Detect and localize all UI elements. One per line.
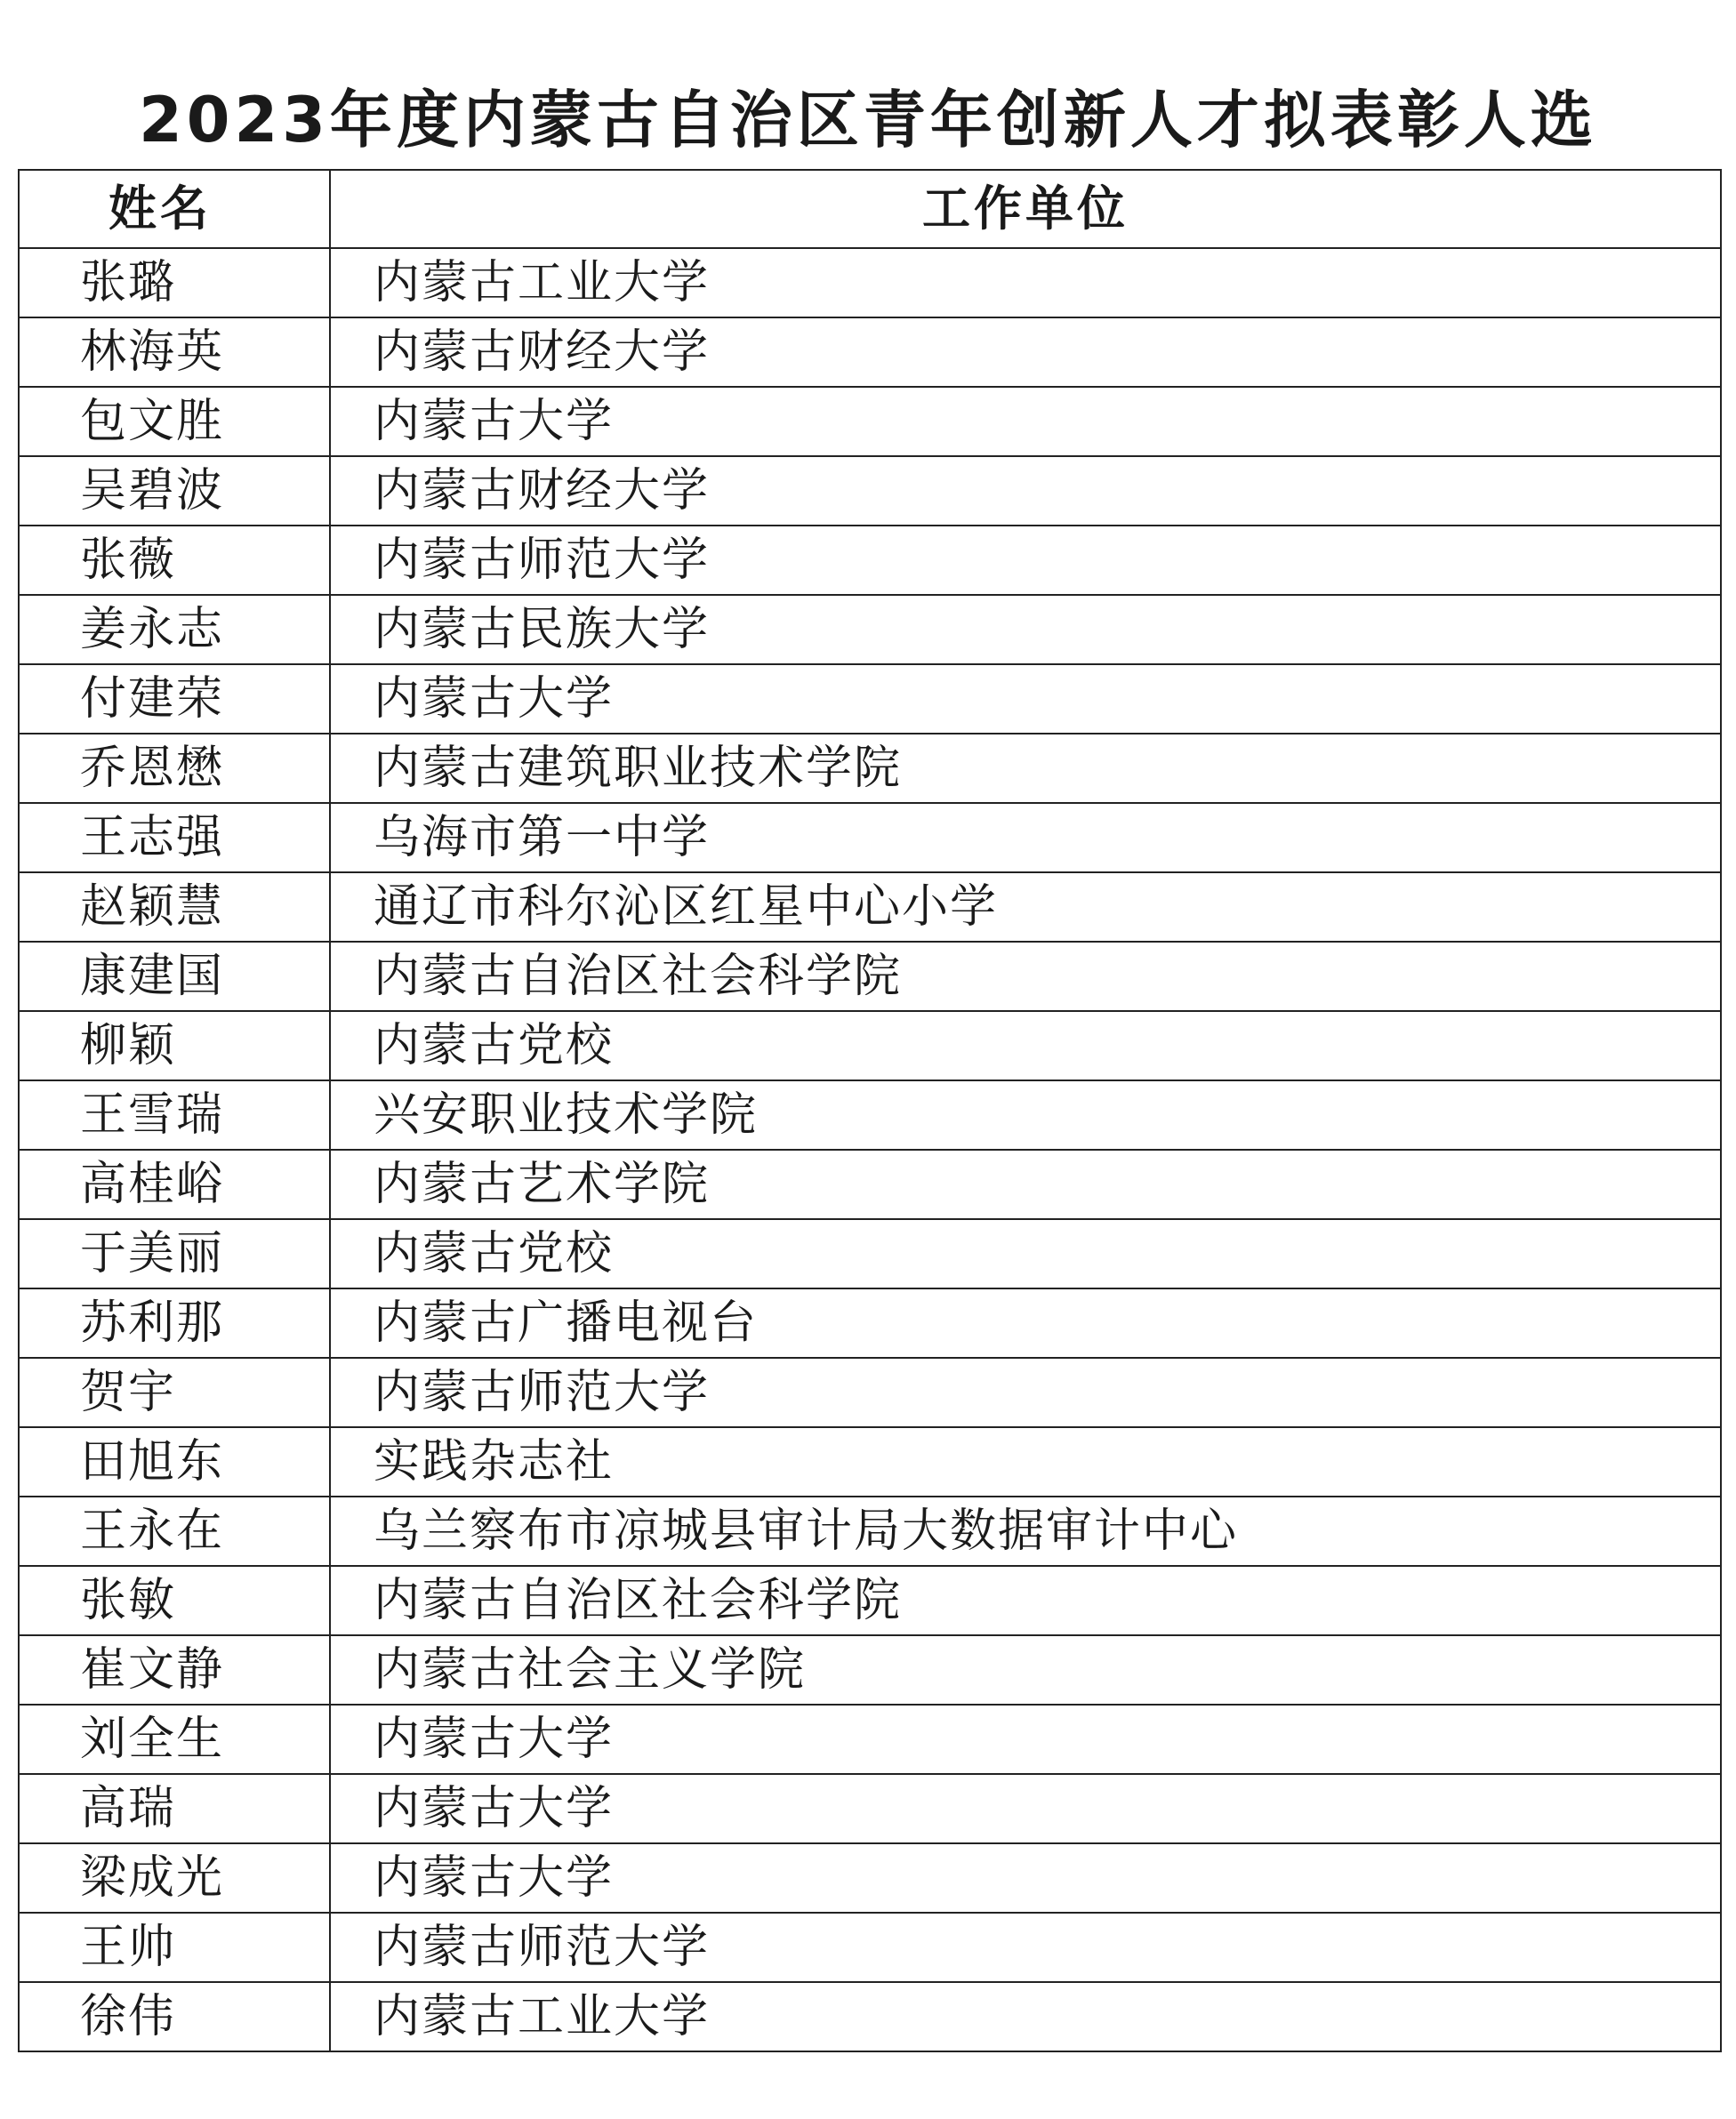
table-row: [19, 317, 1721, 387]
candidate-name: 高桂峪: [19, 1150, 330, 1219]
table-row: [19, 456, 1721, 526]
candidate-name: 苏利那: [19, 1288, 330, 1358]
candidate-unit: 内蒙古师范大学: [330, 1358, 1721, 1427]
candidate-unit: 通辽市科尔沁区红星中心小学: [330, 872, 1721, 942]
table-row: [19, 1011, 1721, 1080]
header-row: [19, 170, 1721, 248]
candidate-unit: 内蒙古财经大学: [330, 456, 1721, 526]
page-title: 2023年度内蒙古自治区青年创新人才拟表彰人选: [139, 83, 1597, 157]
candidate-name: 包文胜: [19, 387, 330, 456]
table-row: [19, 1705, 1721, 1774]
table-row: [19, 1635, 1721, 1705]
candidate-unit: 内蒙古民族大学: [330, 595, 1721, 664]
candidate-name: 吴碧波: [19, 456, 330, 526]
candidate-unit: 乌兰察布市凉城县审计局大数据审计中心: [330, 1497, 1721, 1566]
candidate-unit: 内蒙古自治区社会科学院: [330, 1566, 1721, 1635]
table-row: [19, 1566, 1721, 1635]
table-row: [19, 1288, 1721, 1358]
candidate-unit: 内蒙古师范大学: [330, 1913, 1721, 1982]
candidate-name: 王帅: [19, 1913, 330, 1982]
table-row: [19, 1774, 1721, 1843]
candidate-unit: 内蒙古党校: [330, 1011, 1721, 1080]
candidate-name: 张敏: [19, 1566, 330, 1635]
candidate-name: 赵颖慧: [19, 872, 330, 942]
candidate-name: 于美丽: [19, 1219, 330, 1288]
candidate-unit: 内蒙古自治区社会科学院: [330, 942, 1721, 1011]
table-row: [19, 1150, 1721, 1219]
column-header-name: 姓名: [19, 170, 330, 248]
candidate-unit: 兴安职业技术学院: [330, 1080, 1721, 1150]
table-row: [19, 1358, 1721, 1427]
table-row: [19, 1982, 1721, 2051]
table-row: [19, 872, 1721, 942]
candidate-name: 王永在: [19, 1497, 330, 1566]
candidate-name: 崔文静: [19, 1635, 330, 1705]
table-row: [19, 387, 1721, 456]
candidate-unit: 实践杂志社: [330, 1427, 1721, 1497]
table-row: [19, 248, 1721, 317]
candidate-name: 付建荣: [19, 664, 330, 734]
candidate-unit: 内蒙古大学: [330, 1843, 1721, 1913]
candidate-unit: 内蒙古财经大学: [330, 317, 1721, 387]
candidate-unit: 内蒙古广播电视台: [330, 1288, 1721, 1358]
table-row: [19, 1080, 1721, 1150]
table-row: [19, 664, 1721, 734]
table-row: [19, 1497, 1721, 1566]
candidate-name: 康建国: [19, 942, 330, 1011]
table-row: [19, 734, 1721, 803]
candidate-unit: 内蒙古社会主义学院: [330, 1635, 1721, 1705]
table-row: [19, 1913, 1721, 1982]
table-body: [19, 248, 1721, 2051]
candidate-name: 王雪瑞: [19, 1080, 330, 1150]
candidate-unit: 内蒙古工业大学: [330, 1982, 1721, 2051]
candidate-name: 张薇: [19, 526, 330, 595]
table-row: [19, 1219, 1721, 1288]
candidate-name: 王志强: [19, 803, 330, 872]
candidate-unit: 内蒙古建筑职业技术学院: [330, 734, 1721, 803]
candidate-name: 贺宇: [19, 1358, 330, 1427]
column-header-unit: 工作单位: [330, 170, 1721, 248]
table-row: [19, 1427, 1721, 1497]
candidate-name: 高瑞: [19, 1774, 330, 1843]
candidate-name: 张璐: [19, 248, 330, 317]
candidate-unit: 内蒙古大学: [330, 664, 1721, 734]
table-row: [19, 526, 1721, 595]
candidate-unit: 内蒙古工业大学: [330, 248, 1721, 317]
candidate-name: 乔恩懋: [19, 734, 330, 803]
candidate-unit: 内蒙古师范大学: [330, 526, 1721, 595]
table-row: [19, 803, 1721, 872]
candidate-name: 刘全生: [19, 1705, 330, 1774]
candidate-table: [18, 169, 1722, 2052]
candidate-name: 梁成光: [19, 1843, 330, 1913]
candidate-unit: 内蒙古大学: [330, 387, 1721, 456]
candidate-unit: 内蒙古大学: [330, 1705, 1721, 1774]
table-row: [19, 1843, 1721, 1913]
candidate-name: 柳颖: [19, 1011, 330, 1080]
candidate-unit: 内蒙古大学: [330, 1774, 1721, 1843]
candidate-name: 林海英: [19, 317, 330, 387]
candidate-name: 徐伟: [19, 1982, 330, 2051]
table-row: [19, 595, 1721, 664]
candidate-unit: 乌海市第一中学: [330, 803, 1721, 872]
candidate-name: 姜永志: [19, 595, 330, 664]
table-row: [19, 942, 1721, 1011]
candidate-name: 田旭东: [19, 1427, 330, 1497]
candidate-unit: 内蒙古党校: [330, 1219, 1721, 1288]
table-header: [19, 170, 1721, 248]
candidate-unit: 内蒙古艺术学院: [330, 1150, 1721, 1219]
